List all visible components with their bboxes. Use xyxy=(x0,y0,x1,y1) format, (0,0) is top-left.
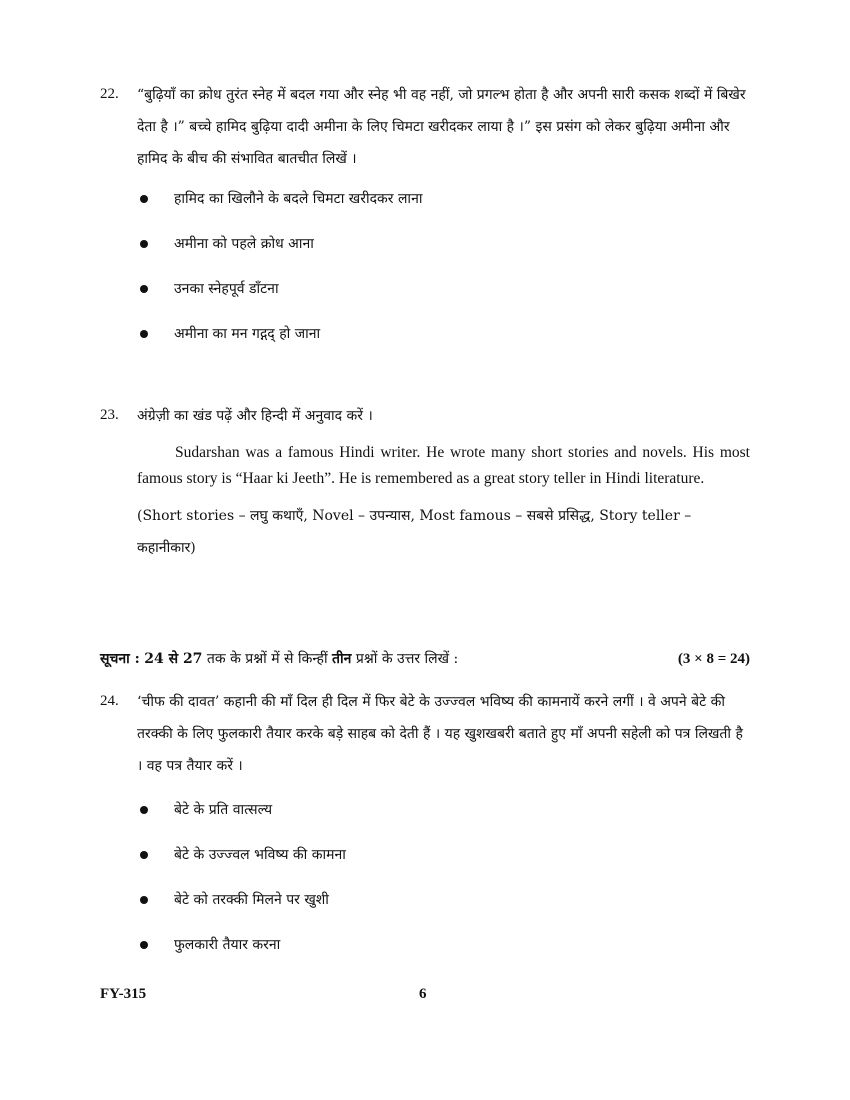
bullet-icon xyxy=(140,240,148,248)
list-item: हामिद का खिलौने के बदले चिमटा खरीदकर लाना xyxy=(100,189,750,234)
list-item: अमीना का मन गद्गद् हो जाना xyxy=(100,324,750,369)
bullet-icon xyxy=(140,330,148,338)
question-23 xyxy=(100,400,750,564)
notice-text-after: प्रश्नों के उत्तर लिखें : xyxy=(355,651,459,667)
bullet-icon xyxy=(140,941,148,949)
paper-code: FY-315 xyxy=(100,986,147,1002)
notice-bold-word: तीन xyxy=(332,651,352,667)
question-number: 24. xyxy=(100,693,119,709)
marks-scheme: (3 × 8 = 24) xyxy=(677,651,750,667)
bullet-icon xyxy=(140,851,148,859)
bullet-icon xyxy=(140,195,148,203)
question-24 xyxy=(100,686,750,980)
question-22 xyxy=(100,79,750,369)
question-number: 23. xyxy=(100,407,119,423)
notice-range: 24 से 27 xyxy=(144,651,203,667)
question-text: “बुढ़ियाँ का क्रोध तुरंत स्नेह में बदल गया और स्नेह भी वह नहीं, जो प्रगल्भ होता है और अपनी सारी कसक शब्दों में बिखेर देता है ।” बच्चे हामिद बुढ़िया दादी अमीना के लिए चिमटा खरीदकर लाया है ।” इस प्रसंग को लेकर बुढ़िया अमीना और हामिद के बीच की संभावित बातचीत लिखें । xyxy=(137,87,746,167)
question-number: 22. xyxy=(100,86,119,102)
question-text: ‘चीफ की दावत’ कहानी की माँ दिल ही दिल में फिर बेटे के उज्ज्वल भविष्य की कामनायें करने लगीं । वे अपने बेटे की तरक्की के लिए फुलकारी तैयार करके बड़े साहब को देती हैं । यह खुशखबरी बताते हुए माँ अपनी सहेली को पत्र लिखती है । वह पत्र तैयार करें । xyxy=(137,694,743,774)
bullet-icon xyxy=(140,806,148,814)
english-passage: Sudarshan was a famous Hindi writer. He wrote many short stories and novels. His most famous story is “Haar ki Jeeth”. He is remembered as a great story teller in Hindi literature. xyxy=(137,444,750,487)
question-text: अंग्रेज़ी का खंड पढ़ें और हिन्दी में अनुवाद करें । xyxy=(137,408,373,424)
section-notice xyxy=(100,648,750,670)
bullet-icon xyxy=(140,896,148,904)
bullet-icon xyxy=(140,285,148,293)
list-item: बेटे को तरक्की मिलने पर खुशी xyxy=(100,890,750,935)
page-number: 6 xyxy=(419,986,427,1002)
list-item: फुलकारी तैयार करना xyxy=(100,935,750,980)
notice-text: तक के प्रश्नों में से किन्हीं xyxy=(206,651,328,667)
notice-label: सूचना : xyxy=(100,651,140,667)
glossary: (Short stories – लघु कथाएँ, Novel – उपन्यास, Most famous – सबसे प्रसिद्ध, Story teller – कहानीकार) xyxy=(137,508,692,556)
list-item: बेटे के उज्ज्वल भविष्य की कामना xyxy=(100,845,750,890)
hint-list xyxy=(100,800,750,980)
list-item: अमीना को पहले क्रोध आना xyxy=(100,234,750,279)
list-item: बेटे के प्रति वात्सल्य xyxy=(100,800,750,845)
hint-list xyxy=(100,189,750,369)
list-item: उनका स्नेहपूर्व डाँटना xyxy=(100,279,750,324)
